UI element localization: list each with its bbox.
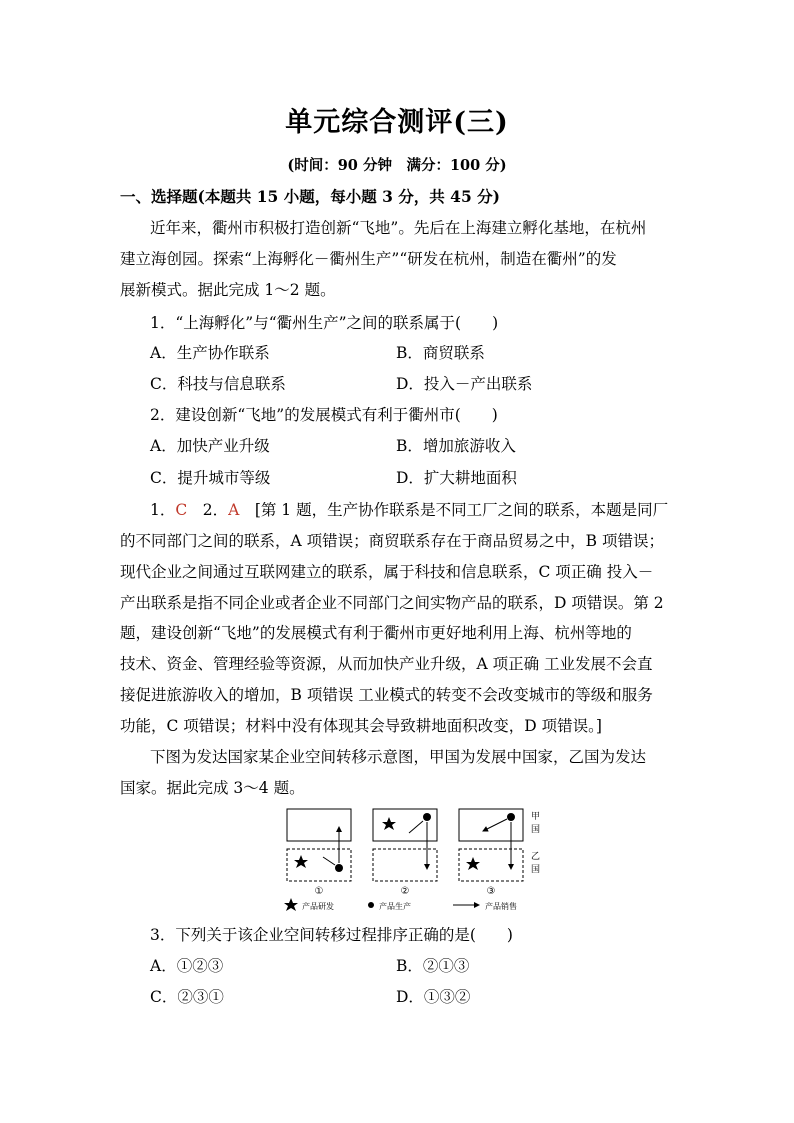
panel-2-label: ②	[400, 886, 410, 897]
explanation-line: 产出联系是指不同企业或者企业不同部门之间实物产品的联系，D 项错误。第 2	[120, 594, 664, 612]
question-2-option-c: C．提升城市等级	[150, 469, 271, 487]
legend-label: 产品研发	[302, 902, 334, 911]
passage1-line: 近年来，衢州市积极打造创新“飞地”。先后在上海建立孵化基地，在杭州	[150, 219, 647, 237]
explanation-text: [第 1 题，生产协作联系是不同工厂之间的联系，本题是同厂	[239, 501, 669, 519]
page-title: 单元综合测评(三)	[285, 107, 509, 138]
country-jia-label: 国	[531, 825, 541, 835]
answer-1-2-first-line	[150, 499, 710, 521]
arrow-icon	[323, 857, 335, 865]
legend-label: 产品生产	[379, 902, 411, 911]
question-3-stem: 3．下列关于该企业空间转移过程排序正确的是( )	[150, 926, 513, 944]
explanation-line: 接促进旅游收入的增加，B 项错误 工业模式的转变不会改变城市的等级和服务	[120, 686, 653, 704]
question-2-option-a: A．加快产业升级	[150, 437, 270, 455]
panel-1-country-jia-box	[287, 809, 351, 841]
explanation-line: 功能，C 项错误；材料中没有体现其会导致耕地面积改变，D 项错误。]	[120, 717, 602, 735]
passage2-line: 国家。据此完成 3～4 题。	[120, 779, 305, 797]
panel-3-label: ③	[486, 886, 496, 897]
question-3-option-b: B．②①③	[396, 957, 470, 975]
star-icon	[382, 817, 396, 830]
question-1-option-d: D．投入－产出联系	[396, 375, 533, 393]
question-1-option-b: B．商贸联系	[396, 344, 485, 362]
page-subtitle: (时间：90 分钟 满分：100 分)	[287, 157, 507, 174]
country-jia-label: 甲	[531, 812, 541, 822]
panel-1-label: ①	[314, 886, 324, 897]
arrow-icon	[483, 819, 507, 831]
passage2-line: 下图为发达国家某企业空间转移示意图，甲国为发展中国家，乙国为发达	[150, 748, 647, 766]
arrow-icon	[409, 821, 423, 833]
dot-icon	[423, 813, 431, 821]
explanation-line: 现代企业之间通过互联网建立的联系，属于科技和信息联系，C 项正确 投入－	[120, 563, 654, 581]
country-yi-label: 国	[531, 865, 541, 875]
question-1-option-a: A．生产协作联系	[150, 344, 270, 362]
question-1-stem: 1．“上海孵化”与“衢州生产”之间的联系属于( )	[150, 314, 499, 332]
answer-number: 2．	[187, 501, 229, 519]
question-2-option-d: D．扩大耕地面积	[396, 469, 517, 487]
legend-label: 产品销售	[485, 902, 517, 911]
enterprise-transfer-diagram	[283, 805, 545, 915]
answer-number: 1．	[150, 501, 176, 519]
country-yi-label: 乙	[531, 852, 541, 862]
explanation-line: 技术、资金、管理经验等资源，从而加快产业升级，A 项正确 工业发展不会直	[120, 655, 653, 673]
question-1-option-c: C．科技与信息联系	[150, 375, 286, 393]
question-3-option-c: C．②③①	[150, 988, 224, 1006]
answer-letter: C	[175, 501, 188, 519]
dot-icon	[335, 864, 343, 872]
explanation-line: 的不同部门之间的联系，A 项错误；商贸联系存在于商品贸易之中，B 项错误；	[120, 532, 664, 550]
passage1-line: 展新模式。据此完成 1～2 题。	[120, 281, 336, 299]
explanation-line: 题，建设创新“飞地”的发展模式有利于衢州市更好地利用上海、杭州等地的	[120, 624, 632, 642]
panel-3-country-jia-box	[459, 809, 523, 841]
answer-letter: A	[228, 501, 240, 519]
question-3-option-a: A．①②③	[150, 957, 224, 975]
section-heading: 一、选择题(本题共 15 小题，每小题 3 分，共 45 分)	[120, 187, 500, 206]
panel-3-country-yi-box	[459, 849, 523, 881]
star-icon	[466, 857, 480, 870]
star-icon	[294, 855, 308, 868]
question-2-stem: 2．建设创新“飞地”的发展模式有利于衢州市( )	[150, 406, 498, 424]
dot-icon	[507, 813, 515, 821]
question-3-option-d: D．①③②	[396, 988, 471, 1006]
passage1-line: 建立海创园。探索“上海孵化－衢州生产”“研发在杭州，制造在衢州”的发	[120, 250, 617, 268]
legend-star-icon	[284, 898, 298, 911]
legend-dot-icon	[368, 902, 374, 908]
question-2-option-b: B．增加旅游收入	[396, 437, 516, 455]
